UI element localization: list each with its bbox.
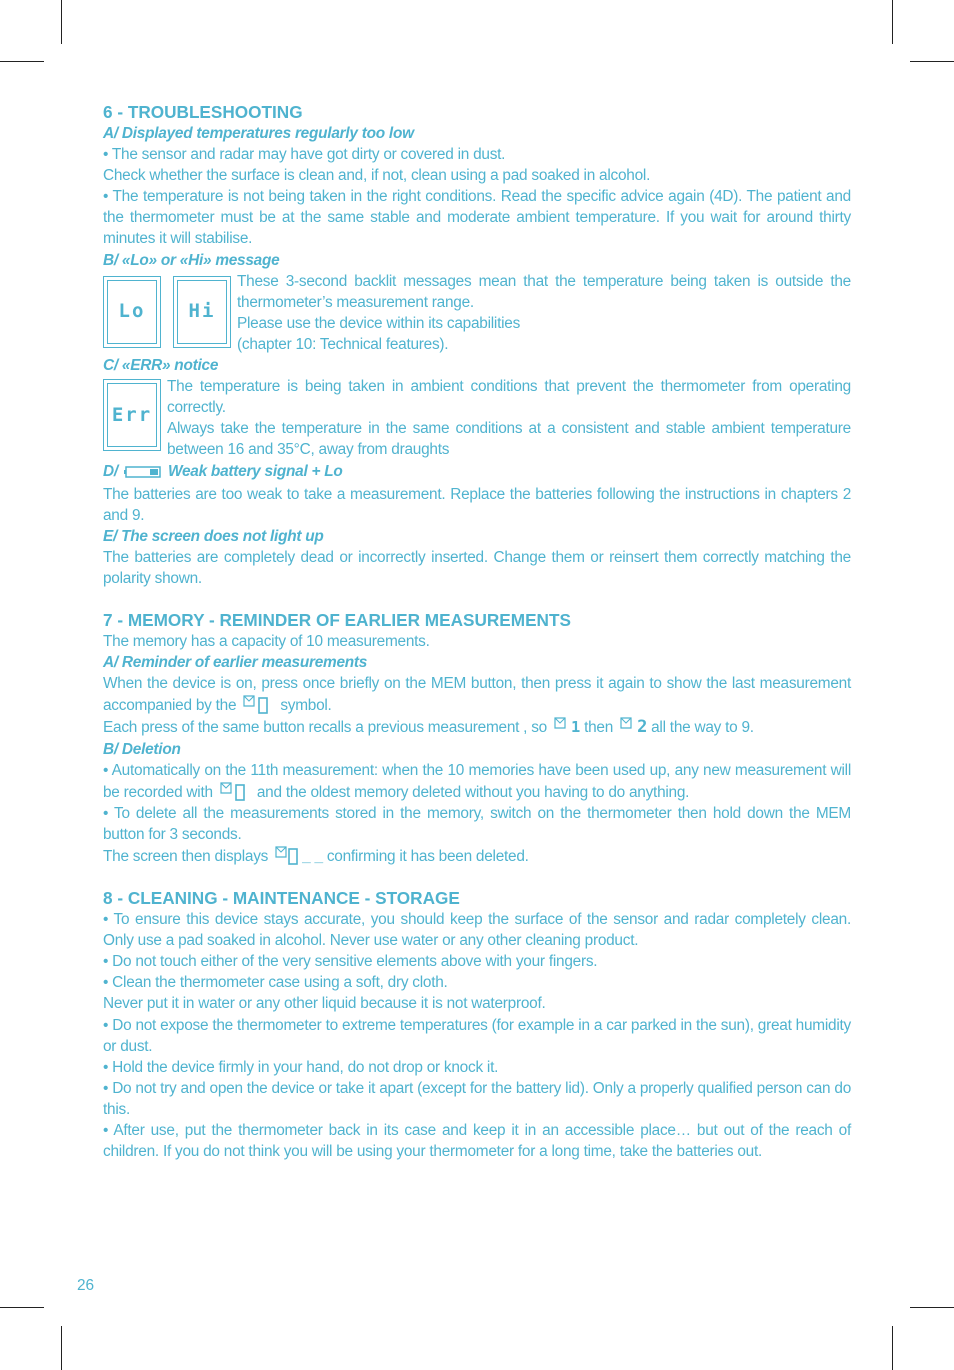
paragraph: Check whether the surface is clean and, if not, clean using a pad soaked in alcohol. bbox=[103, 167, 651, 185]
paragraph: • Clean the thermometer case using a soft, dry cloth. bbox=[103, 974, 448, 992]
lcd-hi-display: Hi bbox=[173, 276, 231, 348]
paragraph: • To delete all the measurements stored in the memory, switch on the thermometer then hold down the MEM button for 3 seconds. bbox=[103, 804, 851, 843]
subsection-6c-title: C/ «ERR» notice bbox=[103, 357, 219, 375]
paragraph: • Do not try and open the device or take it apart (except for the battery lid). Only a properly qualified person can do this. bbox=[103, 1079, 851, 1118]
battery-low-icon bbox=[124, 463, 162, 484]
paragraph: Each press of the same button recalls a previous measurement , so 1 then 2 all the way to 9. bbox=[103, 717, 754, 738]
page-number: 26 bbox=[77, 1277, 95, 1294]
crop-mark bbox=[910, 61, 954, 62]
crop-mark bbox=[910, 1307, 954, 1308]
subsection-6b-title: B/ «Lo» or «Hi» message bbox=[103, 251, 280, 269]
paragraph: The batteries are completely dead or incorrectly inserted. Change them or reinsert them correctly matching the polarity shown. bbox=[103, 548, 851, 587]
paragraph: The temperature is being taken in ambient conditions that prevent the thermometer from operating correctly. bbox=[167, 378, 851, 417]
paragraph: Never put it in water or any other liquid because it is not waterproof. bbox=[103, 995, 546, 1013]
crop-mark bbox=[0, 61, 44, 62]
subsection-7a-title: A/ Reminder of earlier measurements bbox=[103, 654, 368, 672]
section-6-title: 6 - TROUBLESHOOTING bbox=[103, 102, 303, 122]
paragraph: Always take the temperature in the same conditions at a consistent and stable ambient temperature between 16 and 35°C, away from draughts bbox=[167, 420, 851, 459]
paragraph: The memory has a capacity of 10 measurements. bbox=[103, 633, 430, 651]
memory-icon bbox=[553, 716, 569, 736]
crop-mark bbox=[892, 0, 893, 44]
memory-icon bbox=[242, 694, 274, 714]
paragraph: • Do not touch either of the very sensitive elements above with your fingers. bbox=[103, 953, 598, 971]
page-content bbox=[103, 101, 851, 1162]
lcd-lo-display: Lo bbox=[103, 276, 161, 348]
subsection-6e-title: E/ The screen does not light up bbox=[103, 527, 324, 545]
err-text bbox=[167, 376, 851, 460]
paragraph: • After use, put the thermometer back in its case and keep it in an accessible place… but out of the reach of children. If you do not think you will be using your thermometer for a long time, take the batteries out. bbox=[103, 1122, 851, 1161]
crop-mark bbox=[892, 1326, 893, 1370]
section-7-title: 7 - MEMORY - REMINDER OF EARLIER MEASUREMENTS bbox=[103, 610, 571, 631]
memory-icon bbox=[274, 845, 300, 865]
err-block bbox=[103, 376, 851, 460]
memory-digit: 2 bbox=[637, 717, 648, 738]
paragraph: When the device is on, press once briefly on the MEM button, then press it again to show the last measurement accompanied by the symbol. bbox=[103, 675, 851, 715]
paragraph: • The temperature is not being taken in the right conditions. Read the specific advice again (4D). The patient and the thermometer must be at the same stable and moderate ambient temperature. If you wait for around thirty minutes it will stabilise. bbox=[103, 188, 851, 248]
paragraph: The batteries are too weak to take a measurement. Replace the batteries following the instructions in chapters 2 and 9. bbox=[103, 485, 851, 524]
lo-hi-text bbox=[237, 271, 851, 355]
memory-icon bbox=[219, 781, 251, 801]
lcd-err-display: Err bbox=[103, 379, 161, 451]
paragraph: • To ensure this device stays accurate, you should keep the surface of the sensor and radar completely clean. Only use a pad soaked in alcohol. Never use water or any other cleaning product. bbox=[103, 911, 851, 950]
section-8-title: 8 - CLEANING - MAINTENANCE - STORAGE bbox=[103, 888, 460, 909]
memory-digit: 1 bbox=[571, 718, 581, 737]
paragraph: Please use the device within its capabilities bbox=[237, 314, 521, 332]
subsection-6a-title: A/ Displayed temperatures regularly too low bbox=[103, 125, 414, 142]
crop-mark bbox=[0, 1307, 44, 1308]
subsection-6d-title: D/ Weak battery signal + Lo bbox=[103, 461, 851, 484]
subsection-7b-title: B/ Deletion bbox=[103, 740, 181, 758]
paragraph: The screen then displays _ _ confirming it has been deleted. bbox=[103, 845, 851, 867]
memory-digits: _ _ bbox=[302, 848, 323, 865]
lo-hi-block bbox=[103, 271, 851, 355]
paragraph: (chapter 10: Technical features). bbox=[237, 335, 449, 353]
paragraph: • Automatically on the 11th measurement: when the 10 memories have been used up, any new measurement will be recorded with and the oldest memory deleted without you having to do anything. bbox=[103, 761, 851, 801]
paragraph: These 3-second backlit messages mean that the temperature being taken is outside the thermometer’s measurement range. bbox=[237, 272, 851, 311]
paragraph: • The sensor and radar may have got dirty or covered in dust. bbox=[103, 146, 506, 164]
crop-mark bbox=[61, 1326, 62, 1370]
crop-mark bbox=[61, 0, 62, 44]
paragraph: • Do not expose the thermometer to extreme temperatures (for example in a car parked in the sun), great humidity or dust. bbox=[103, 1016, 851, 1055]
memory-icon bbox=[619, 716, 635, 736]
paragraph: • Hold the device firmly in your hand, do not drop or knock it. bbox=[103, 1058, 499, 1076]
